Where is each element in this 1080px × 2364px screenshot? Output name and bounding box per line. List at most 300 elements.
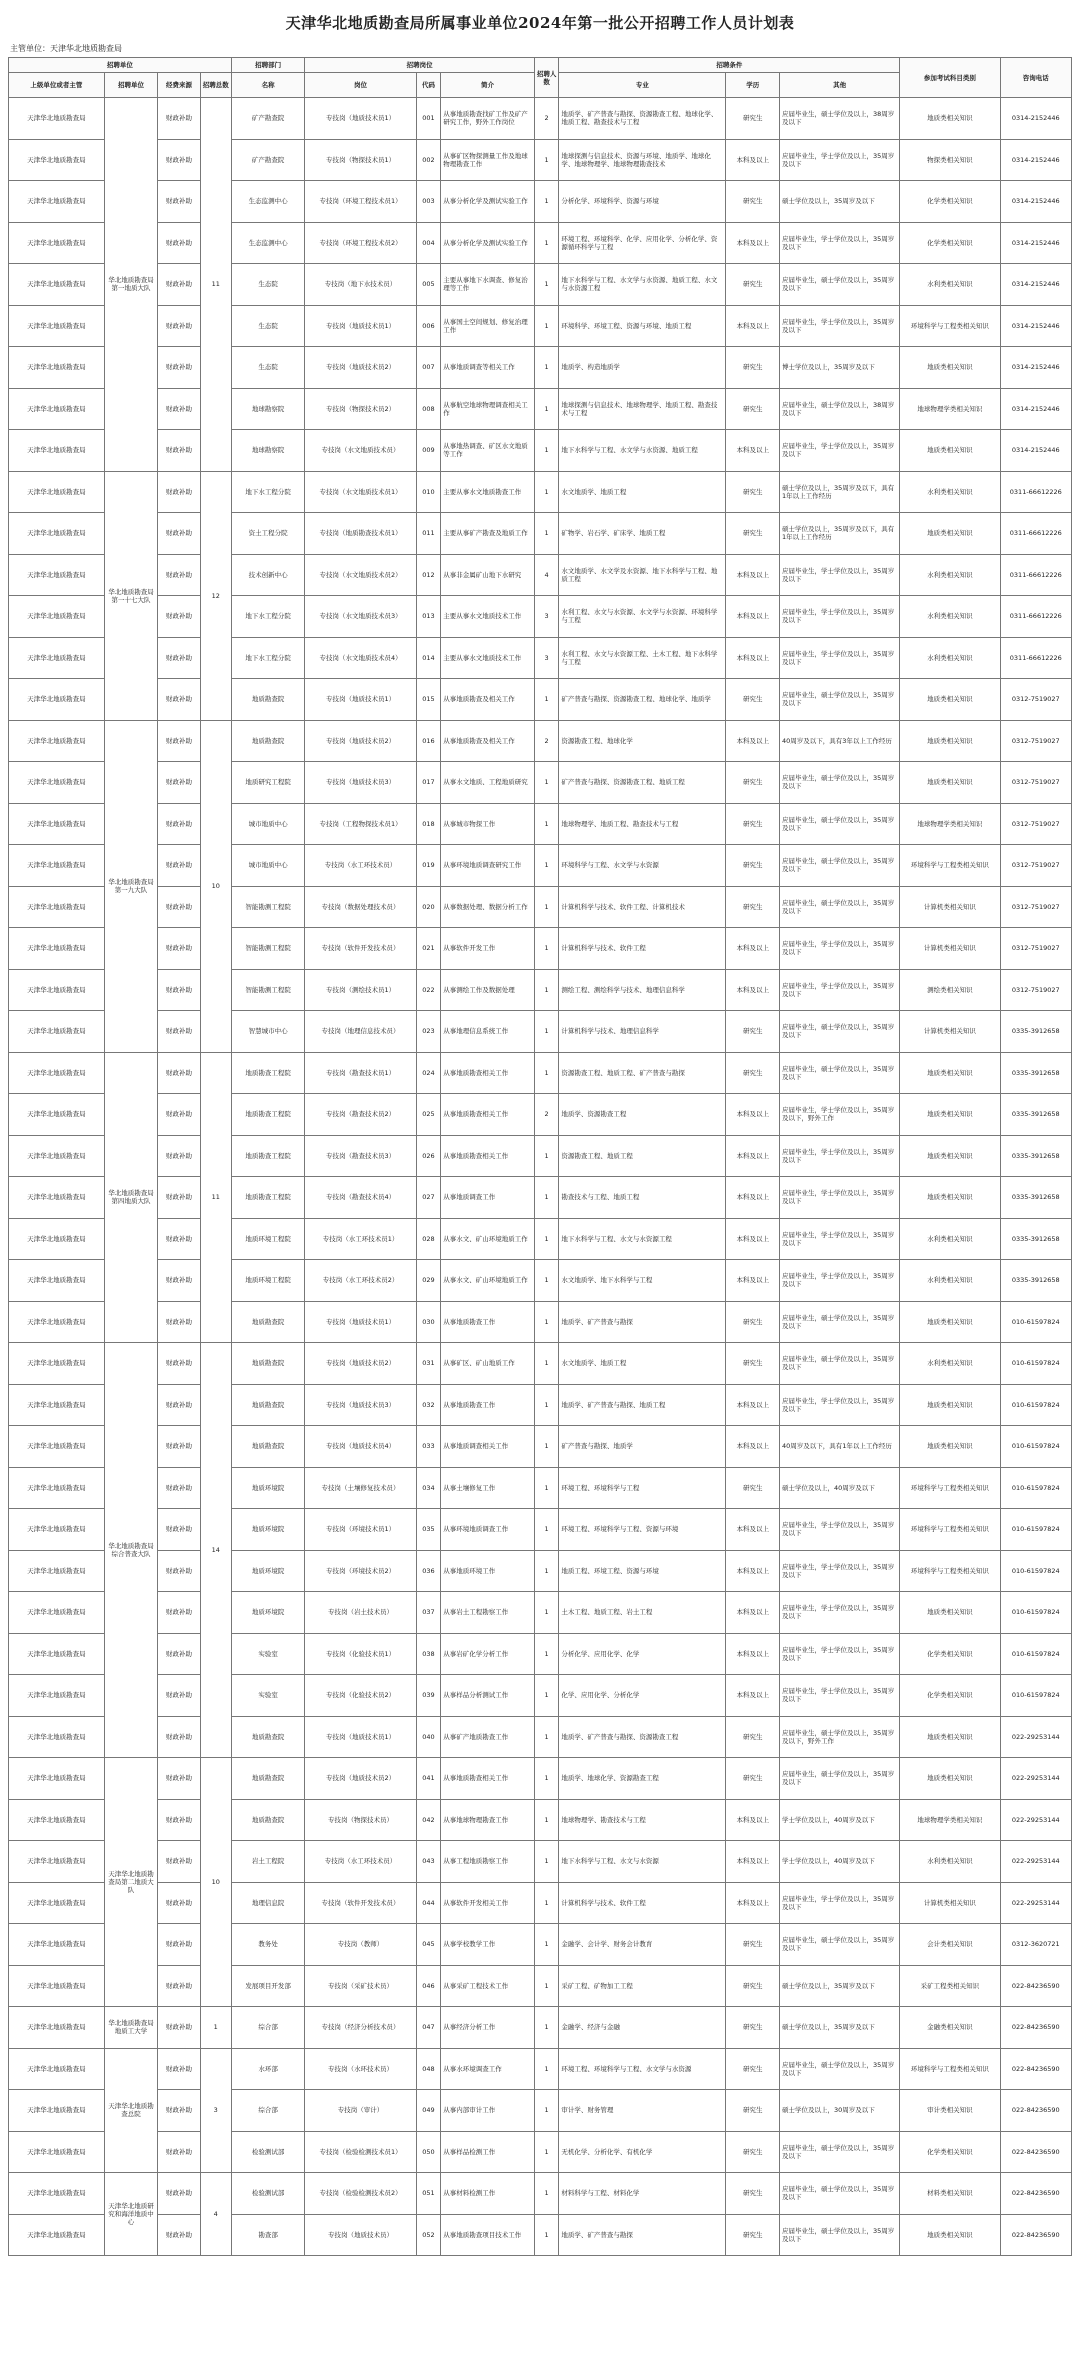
- cell-phone: 0311-66612226: [1000, 471, 1071, 513]
- cell-org: 天津华北地质勘查局: [9, 513, 105, 555]
- cell-org: 天津华北地质勘查局: [9, 388, 105, 430]
- cell-phone: 0312-3620721: [1000, 1924, 1071, 1966]
- cell-major: 分析化学、环境科学、资源与环境: [559, 181, 726, 223]
- cell-dept: 地质勘查工程院: [231, 1177, 305, 1219]
- cell-phone: 010-61597824: [1000, 1426, 1071, 1468]
- cell-exam: 水利类相关知识: [900, 637, 1000, 679]
- cell-count: 1: [534, 181, 559, 223]
- cell-org: 天津华北地质勘查局: [9, 762, 105, 804]
- cell-funding: 财政补助: [158, 679, 200, 721]
- cell-other: 应届毕业生，学士学位及以上，35周岁及以下: [779, 1260, 899, 1302]
- cell-code: 024: [416, 1052, 441, 1094]
- cell-major: 材料科学与工程、材料化学: [559, 2173, 726, 2215]
- cell-exam: 水利类相关知识: [900, 1343, 1000, 1385]
- cell-count: 1: [534, 1716, 559, 1758]
- cell-dept: 发展项目开发部: [231, 1965, 305, 2007]
- cell-intro: 从事岩土工程勘察工作: [441, 1592, 535, 1634]
- cell-intro: 主要从事水文地质技术工作: [441, 637, 535, 679]
- cell-total: 14: [200, 1343, 231, 1758]
- cell-phone: 010-61597824: [1000, 1675, 1071, 1717]
- cell-post: 专技岗（地质勘查技术员1）: [305, 513, 416, 555]
- cell-intro: 从事非金属矿山地下水研究: [441, 554, 535, 596]
- cell-org: 天津华北地质勘查局: [9, 1758, 105, 1800]
- cell-dept: 地质勘查院: [231, 1301, 305, 1343]
- cell-total: 10: [200, 1758, 231, 2007]
- cell-exam: 化学类相关知识: [900, 181, 1000, 223]
- header-funding: 经费来源: [158, 73, 200, 98]
- cell-unit: 华北地质勘查局第一地质大队: [104, 98, 157, 472]
- table-row: [9, 305, 1072, 347]
- cell-major: 矿物学、岩石学、矿床学、地质工程: [559, 513, 726, 555]
- cell-org: 天津华北地质勘查局: [9, 98, 105, 140]
- cell-dept: 智慧城市中心: [231, 1011, 305, 1053]
- cell-code: 038: [416, 1633, 441, 1675]
- cell-post: 专技岗（软件开发技术员）: [305, 928, 416, 970]
- cell-org: 天津华北地质勘查局: [9, 222, 105, 264]
- cell-exam: 会计类相关知识: [900, 1924, 1000, 1966]
- table-row: [9, 762, 1072, 804]
- cell-intro: 从事矿产地质勘查工作: [441, 1716, 535, 1758]
- cell-phone: 022-84236590: [1000, 2173, 1071, 2215]
- table-row: [9, 1675, 1072, 1717]
- cell-funding: 财政补助: [158, 1799, 200, 1841]
- cell-total: 4: [200, 2173, 231, 2256]
- cell-major: 地质学、资源勘查工程: [559, 1094, 726, 1136]
- cell-intro: 从事地质勘查相关工作: [441, 1135, 535, 1177]
- cell-exam: 地质类相关知识: [900, 98, 1000, 140]
- cell-dept: 矿产勘查院: [231, 139, 305, 181]
- cell-major: 地球物理学、勘查技术与工程: [559, 1799, 726, 1841]
- cell-code: 025: [416, 1094, 441, 1136]
- cell-exam: 审计类相关知识: [900, 2090, 1000, 2132]
- cell-org: 天津华北地质勘查局: [9, 1965, 105, 2007]
- cell-major: 地质学、矿产普查与勘探、资源勘查工程、地球化学、地质工程、勘查技术与工程: [559, 98, 726, 140]
- cell-code: 007: [416, 347, 441, 389]
- cell-count: 1: [534, 2131, 559, 2173]
- cell-funding: 财政补助: [158, 2131, 200, 2173]
- cell-funding: 财政补助: [158, 2214, 200, 2256]
- cell-code: 016: [416, 720, 441, 762]
- cell-code: 013: [416, 596, 441, 638]
- cell-post: 专技岗（地下水技术员）: [305, 264, 416, 306]
- cell-exam: 采矿工程类相关知识: [900, 1965, 1000, 2007]
- cell-major: 环境工程、环境科学与工程、水文学与水资源: [559, 2048, 726, 2090]
- cell-dept: 地质勘查院: [231, 1758, 305, 1800]
- cell-intro: 从事地质勘查相关工作: [441, 1758, 535, 1800]
- recruitment-table: [8, 57, 1072, 2256]
- cell-dept: 地质环境工程院: [231, 1260, 305, 1302]
- cell-edu: 本科及以上: [726, 637, 779, 679]
- cell-funding: 财政补助: [158, 1011, 200, 1053]
- table-row: [9, 886, 1072, 928]
- cell-count: 1: [534, 969, 559, 1011]
- cell-phone: 0312-7519027: [1000, 886, 1071, 928]
- cell-edu: 研究生: [726, 1467, 779, 1509]
- cell-intro: 从事城市物探工作: [441, 803, 535, 845]
- cell-major: 环境工程、环境科学与工程: [559, 1467, 726, 1509]
- cell-dept: 地质勘查工程院: [231, 1052, 305, 1094]
- cell-code: 040: [416, 1716, 441, 1758]
- cell-intro: 主要从事水文地质技术工作: [441, 596, 535, 638]
- cell-org: 天津华北地质勘查局: [9, 1384, 105, 1426]
- table-row: [9, 2090, 1072, 2132]
- cell-funding: 财政补助: [158, 1177, 200, 1219]
- cell-post: 专技岗（水工环技术员）: [305, 1841, 416, 1883]
- cell-major: 地下水科学与工程、水文学与水资源、地质工程、水文与水资源工程: [559, 264, 726, 306]
- cell-exam: 物探类相关知识: [900, 139, 1000, 181]
- cell-edu: 本科及以上: [726, 1550, 779, 1592]
- cell-count: 1: [534, 513, 559, 555]
- cell-major: 地下水科学与工程、水文学与水资源、地质工程: [559, 430, 726, 472]
- cell-code: 003: [416, 181, 441, 223]
- cell-org: 天津华北地质勘查局: [9, 305, 105, 347]
- cell-other: 应届毕业生，硕士学位及以上，35周岁及以下: [779, 845, 899, 887]
- cell-edu: 研究生: [726, 2007, 779, 2049]
- cell-exam: 环境科学与工程类相关知识: [900, 1509, 1000, 1551]
- cell-org: 天津华北地质勘查局: [9, 969, 105, 1011]
- table-row: [9, 1135, 1072, 1177]
- cell-post: 专技岗（经济分析技术员）: [305, 2007, 416, 2049]
- cell-edu: 研究生: [726, 762, 779, 804]
- cell-dept: 实验室: [231, 1675, 305, 1717]
- cell-post: 专技岗（地质技术员4）: [305, 1426, 416, 1468]
- cell-edu: 本科及以上: [726, 222, 779, 264]
- cell-intro: 从事测绘工作及数据处理: [441, 969, 535, 1011]
- cell-org: 天津华北地质勘查局: [9, 1301, 105, 1343]
- cell-post: 专技岗（勘查技术员2）: [305, 1094, 416, 1136]
- cell-funding: 财政补助: [158, 471, 200, 513]
- cell-major: 土木工程、地质工程、岩土工程: [559, 1592, 726, 1634]
- cell-code: 029: [416, 1260, 441, 1302]
- cell-count: 3: [534, 637, 559, 679]
- cell-major: 矿产普查与勘探、资源勘查工程、地质工程: [559, 762, 726, 804]
- cell-org: 天津华北地质勘查局: [9, 1550, 105, 1592]
- cell-major: 计算机科学与技术、软件工程: [559, 1882, 726, 1924]
- header-group-org: 招聘单位: [9, 58, 232, 73]
- table-row: [9, 1260, 1072, 1302]
- cell-phone: 0335-3912658: [1000, 1218, 1071, 1260]
- cell-org: 天津华北地质勘查局: [9, 1011, 105, 1053]
- cell-intro: 从事学校教学工作: [441, 1924, 535, 1966]
- cell-other: 硕士学位及以上，35周岁及以下: [779, 2007, 899, 2049]
- cell-intro: 从事地质勘查工作: [441, 1384, 535, 1426]
- cell-funding: 财政补助: [158, 969, 200, 1011]
- cell-exam: 计算机类相关知识: [900, 1882, 1000, 1924]
- cell-dept: 生态监测中心: [231, 222, 305, 264]
- cell-edu: 研究生: [726, 803, 779, 845]
- cell-code: 004: [416, 222, 441, 264]
- cell-funding: 财政补助: [158, 1260, 200, 1302]
- cell-edu: 研究生: [726, 264, 779, 306]
- cell-phone: 0335-3912658: [1000, 1177, 1071, 1219]
- cell-count: 1: [534, 2090, 559, 2132]
- cell-other: 应届毕业生，硕士学位及以上，38周岁及以下: [779, 98, 899, 140]
- cell-major: 分析化学、应用化学、化学: [559, 1633, 726, 1675]
- cell-dept: 地质勘查院: [231, 1799, 305, 1841]
- cell-intro: 从事工程地质勘察工作: [441, 1841, 535, 1883]
- cell-dept: 地质环境院: [231, 1592, 305, 1634]
- cell-phone: 022-84236590: [1000, 2214, 1071, 2256]
- cell-count: 1: [534, 1218, 559, 1260]
- cell-post: 专技岗（水工环技术员1）: [305, 1218, 416, 1260]
- cell-phone: 0335-3912658: [1000, 1094, 1071, 1136]
- table-row: [9, 720, 1072, 762]
- cell-major: 地质学、矿产普查与勘探、资源勘查工程: [559, 1716, 726, 1758]
- cell-funding: 财政补助: [158, 430, 200, 472]
- cell-exam: 环境科学与工程类相关知识: [900, 845, 1000, 887]
- cell-phone: 022-29253144: [1000, 1882, 1071, 1924]
- cell-intro: 从事水文、矿山环境地质工作: [441, 1218, 535, 1260]
- table-row: [9, 98, 1072, 140]
- cell-phone: 0335-3912658: [1000, 1011, 1071, 1053]
- cell-other: 应届毕业生，学士学位及以上，35周岁及以下: [779, 928, 899, 970]
- cell-count: 1: [534, 388, 559, 430]
- header-count: 招聘人数: [534, 58, 559, 98]
- cell-major: 地质学、矿产普查与勘探、地质工程: [559, 1384, 726, 1426]
- header-group-post: 招聘岗位: [305, 58, 535, 73]
- cell-intro: 从事地质勘查找矿工作及矿产研究工作，野外工作岗位: [441, 98, 535, 140]
- cell-other: 40周岁及以下，具有3年以上工作经历: [779, 720, 899, 762]
- cell-major: 地质学、矿产普查与勘探: [559, 1301, 726, 1343]
- cell-funding: 财政补助: [158, 554, 200, 596]
- cell-post: 专技岗（地理信息技术员）: [305, 1011, 416, 1053]
- table-row: [9, 637, 1072, 679]
- cell-other: 应届毕业生，硕士学位及以上，35周岁及以下: [779, 2214, 899, 2256]
- cell-funding: 财政补助: [158, 1509, 200, 1551]
- cell-exam: 地质类相关知识: [900, 2214, 1000, 2256]
- cell-edu: 研究生: [726, 886, 779, 928]
- cell-code: 021: [416, 928, 441, 970]
- cell-total: 1: [200, 2007, 231, 2049]
- cell-post: 专技岗（地质技术员1）: [305, 679, 416, 721]
- cell-code: 041: [416, 1758, 441, 1800]
- cell-dept: 城市地质中心: [231, 845, 305, 887]
- header-post-name: 岗位: [305, 73, 416, 98]
- cell-total: 3: [200, 2048, 231, 2173]
- table-row: [9, 2214, 1072, 2256]
- cell-dept: 地质勘查院: [231, 1343, 305, 1385]
- cell-edu: 研究生: [726, 347, 779, 389]
- cell-org: 天津华北地质勘查局: [9, 139, 105, 181]
- cell-count: 1: [534, 1135, 559, 1177]
- cell-count: 1: [534, 1924, 559, 1966]
- cell-code: 010: [416, 471, 441, 513]
- cell-edu: 本科及以上: [726, 1882, 779, 1924]
- cell-other: 应届毕业生，学士学位及以上，35周岁及以下: [779, 139, 899, 181]
- cell-phone: 0335-3912658: [1000, 1135, 1071, 1177]
- cell-intro: 从事地质勘查及相关工作: [441, 720, 535, 762]
- table-row: [9, 1924, 1072, 1966]
- cell-dept: 智能勘测工程院: [231, 969, 305, 1011]
- table-row: [9, 596, 1072, 638]
- cell-org: 天津华北地质勘查局: [9, 1052, 105, 1094]
- cell-intro: 从事地质勘查及相关工作: [441, 679, 535, 721]
- cell-other: 硕士学位及以上，35周岁及以下: [779, 181, 899, 223]
- table-row: [9, 1094, 1072, 1136]
- header-group-dept: 招聘部门: [231, 58, 305, 73]
- cell-unit: 华北地质勘查局第一十七大队: [104, 471, 157, 720]
- cell-funding: 财政补助: [158, 181, 200, 223]
- table-row: [9, 1550, 1072, 1592]
- cell-other: 应届毕业生，硕士学位及以上，35周岁及以下: [779, 679, 899, 721]
- cell-code: 052: [416, 2214, 441, 2256]
- cell-count: 1: [534, 2007, 559, 2049]
- cell-funding: 财政补助: [158, 637, 200, 679]
- cell-dept: 地下水工程分院: [231, 471, 305, 513]
- cell-funding: 财政补助: [158, 1384, 200, 1426]
- cell-org: 天津华北地质勘查局: [9, 1592, 105, 1634]
- cell-exam: 地质类相关知识: [900, 1094, 1000, 1136]
- cell-org: 天津华北地质勘查局: [9, 886, 105, 928]
- table-row: [9, 1799, 1072, 1841]
- table-row: [9, 969, 1072, 1011]
- cell-exam: 水利类相关知识: [900, 264, 1000, 306]
- cell-edu: 研究生: [726, 513, 779, 555]
- cell-edu: 研究生: [726, 471, 779, 513]
- cell-code: 001: [416, 98, 441, 140]
- cell-other: 应届毕业生，学士学位及以上，35周岁及以下: [779, 1592, 899, 1634]
- cell-funding: 财政补助: [158, 347, 200, 389]
- cell-edu: 本科及以上: [726, 1094, 779, 1136]
- cell-post: 专技岗（物探技术员）: [305, 1799, 416, 1841]
- header-org-name: 上级单位或者主管: [9, 73, 105, 98]
- cell-intro: 从事软件开发相关工作: [441, 1882, 535, 1924]
- cell-count: 1: [534, 1799, 559, 1841]
- cell-post: 专技岗（物探技术员1）: [305, 139, 416, 181]
- cell-org: 天津华北地质勘查局: [9, 1426, 105, 1468]
- cell-total: 11: [200, 1052, 231, 1343]
- cell-dept: 城市地质中心: [231, 803, 305, 845]
- cell-post: 专技岗（环境技术员1）: [305, 1509, 416, 1551]
- cell-edu: 研究生: [726, 98, 779, 140]
- cell-other: 应届毕业生，学士学位及以上，35周岁及以下: [779, 1218, 899, 1260]
- cell-exam: 地质类相关知识: [900, 1716, 1000, 1758]
- cell-unit: 天津华北地质勘查局第二地质大队: [104, 1758, 157, 2007]
- cell-intro: 主要从事矿产勘查及地质工作: [441, 513, 535, 555]
- page-title: 天津华北地质勘查局所属事业单位2024年第一批公开招聘工作人员计划表: [285, 14, 795, 32]
- cell-dept: 水环部: [231, 2048, 305, 2090]
- table-row: [9, 264, 1072, 306]
- cell-exam: 水利类相关知识: [900, 596, 1000, 638]
- cell-other: 应届毕业生，学士学位及以上，35周岁及以下: [779, 1509, 899, 1551]
- cell-major: 地下水科学与工程、水文与水资源: [559, 1841, 726, 1883]
- cell-edu: 研究生: [726, 1301, 779, 1343]
- cell-intro: 从事地质勘查相关工作: [441, 1094, 535, 1136]
- cell-code: 043: [416, 1841, 441, 1883]
- cell-major: 计算机科学与技术、软件工程、计算机技术: [559, 886, 726, 928]
- cell-intro: 从事地质勘查相关工作: [441, 1052, 535, 1094]
- cell-edu: 研究生: [726, 845, 779, 887]
- cell-exam: 金融类相关知识: [900, 2007, 1000, 2049]
- cell-funding: 财政补助: [158, 1550, 200, 1592]
- cell-exam: 环境科学与工程类相关知识: [900, 305, 1000, 347]
- cell-dept: 综合部: [231, 2007, 305, 2049]
- cell-dept: 地质环境工程院: [231, 1218, 305, 1260]
- cell-count: 1: [534, 762, 559, 804]
- cell-phone: 0312-7519027: [1000, 803, 1071, 845]
- cell-post: 专技岗（勘查技术员1）: [305, 1052, 416, 1094]
- cell-org: 天津华北地质勘查局: [9, 679, 105, 721]
- cell-exam: 地球物理学类相关知识: [900, 803, 1000, 845]
- cell-funding: 财政补助: [158, 1094, 200, 1136]
- cell-code: 032: [416, 1384, 441, 1426]
- cell-funding: 财政补助: [158, 1135, 200, 1177]
- cell-total: 10: [200, 720, 231, 1052]
- cell-code: 033: [416, 1426, 441, 1468]
- cell-code: 046: [416, 1965, 441, 2007]
- cell-code: 002: [416, 139, 441, 181]
- cell-count: 1: [534, 803, 559, 845]
- cell-edu: 研究生: [726, 2131, 779, 2173]
- cell-post: 专技岗（地质技术员2）: [305, 1758, 416, 1800]
- cell-dept: 地质环境院: [231, 1467, 305, 1509]
- cell-phone: 022-84236590: [1000, 2007, 1071, 2049]
- cell-org: 天津华北地质勘查局: [9, 1094, 105, 1136]
- cell-post: 专技岗（检验检测技术员2）: [305, 2173, 416, 2215]
- cell-count: 1: [534, 928, 559, 970]
- cell-exam: 计算机类相关知识: [900, 928, 1000, 970]
- cell-major: 勘查技术与工程、地质工程: [559, 1177, 726, 1219]
- cell-org: 天津华北地质勘查局: [9, 1260, 105, 1302]
- cell-post: 专技岗（地质技术员1）: [305, 98, 416, 140]
- cell-major: 矿产普查与勘探、地质学: [559, 1426, 726, 1468]
- cell-intro: 从事地热调查、矿区水文地质等工作: [441, 430, 535, 472]
- cell-exam: 水利类相关知识: [900, 1218, 1000, 1260]
- cell-other: 应届毕业生，学士学位及以上，35周岁及以下: [779, 637, 899, 679]
- cell-major: 环境科学、环境工程、资源与环境、地质工程: [559, 305, 726, 347]
- cell-post: 专技岗（物探技术员2）: [305, 388, 416, 430]
- cell-exam: 地质类相关知识: [900, 1384, 1000, 1426]
- cell-code: 012: [416, 554, 441, 596]
- cell-count: 1: [534, 1965, 559, 2007]
- cell-phone: 0311-66612226: [1000, 596, 1071, 638]
- cell-intro: 从事地质勘查工作: [441, 1301, 535, 1343]
- cell-major: 采矿工程、矿物加工工程: [559, 1965, 726, 2007]
- cell-funding: 财政补助: [158, 1301, 200, 1343]
- cell-post: 专技岗（测绘技术员1）: [305, 969, 416, 1011]
- cell-intro: 从事经济分析工作: [441, 2007, 535, 2049]
- cell-dept: 岩土工程院: [231, 1841, 305, 1883]
- cell-major: 水利工程、水文与水资源、水文学与水资源、环境科学与工程: [559, 596, 726, 638]
- cell-total: 12: [200, 471, 231, 720]
- cell-org: 天津华北地质勘查局: [9, 720, 105, 762]
- cell-edu: 本科及以上: [726, 1384, 779, 1426]
- cell-major: 环境工程、环境科学与工程、资源与环境: [559, 1509, 726, 1551]
- cell-post: 专技岗（地质技术员）: [305, 2214, 416, 2256]
- table-row: [9, 1384, 1072, 1426]
- cell-org: 天津华北地质勘查局: [9, 2007, 105, 2049]
- cell-phone: 0335-3912658: [1000, 1052, 1071, 1094]
- cell-intro: 从事岩矿化学分析工作: [441, 1633, 535, 1675]
- cell-major: 地球物理学、地质工程、勘查技术与工程: [559, 803, 726, 845]
- cell-major: 地下水科学与工程、水文与水资源工程: [559, 1218, 726, 1260]
- cell-exam: 材料类相关知识: [900, 2173, 1000, 2215]
- cell-other: 应届毕业生，学士学位及以上，35周岁及以下: [779, 596, 899, 638]
- cell-post: 专技岗（岩土技术员）: [305, 1592, 416, 1634]
- cell-code: 047: [416, 2007, 441, 2049]
- cell-phone: 0312-7519027: [1000, 720, 1071, 762]
- cell-exam: 地质类相关知识: [900, 430, 1000, 472]
- cell-other: 应届毕业生，学士学位及以上，35周岁及以下，野外工作: [779, 1094, 899, 1136]
- cell-unit: 华北地质勘查局综合普查大队: [104, 1343, 157, 1758]
- cell-edu: 本科及以上: [726, 1260, 779, 1302]
- cell-code: 027: [416, 1177, 441, 1219]
- table-row: [9, 2131, 1072, 2173]
- cell-dept: 实验室: [231, 1633, 305, 1675]
- cell-major: 金融学、会计学、财务会计教育: [559, 1924, 726, 1966]
- cell-org: 天津华北地质勘查局: [9, 264, 105, 306]
- cell-phone: 0312-7519027: [1000, 969, 1071, 1011]
